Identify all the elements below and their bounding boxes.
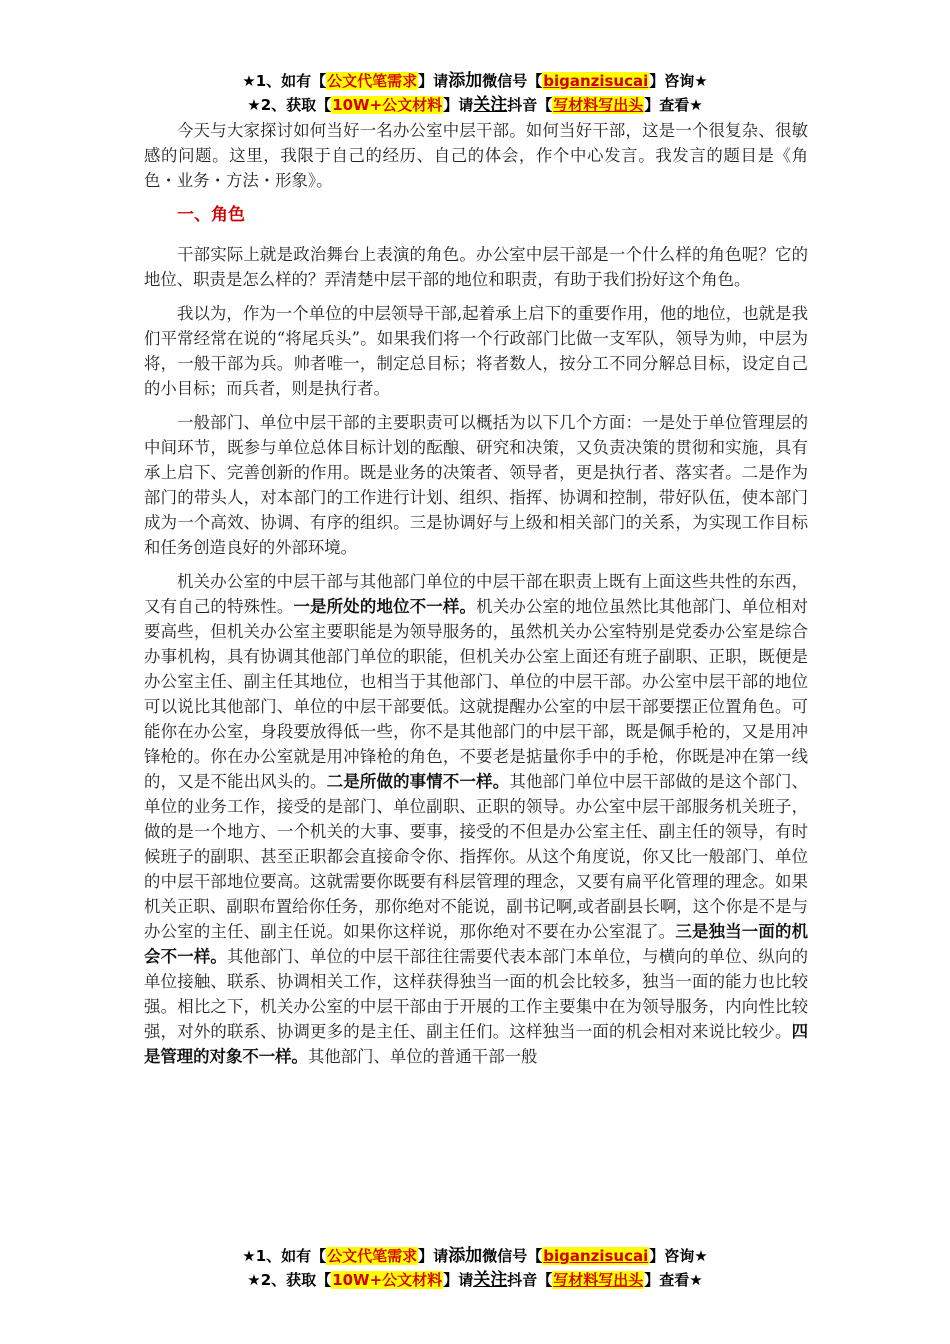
promo-1-emphasis: 添加 [448,71,483,91]
promo-2-suffix: 】查看★ [644,96,703,114]
paragraph-duties: 一般部门、单位中层干部的主要职责可以概括为以下几个方面：一是处于单位管理层的中间环节，既参与单位总体目标计划的酝酿、研究和决策，又负责决策的贯彻和实施，具有承上启下、完善创新的作用。既是业务的决策者、领导者，更是执行者、落实者。二是作为部门的带头人，对本部门的工作进行计划、组织、指挥、协调和控制，带好队伍，使本部门成为一个高效、协调、有序的组织。三是协调好与上级和相关部门的关系，为实现工作目标和任务创造良好的外部环境。 [144,413,808,557]
promo-2-emphasis: 关注 [473,95,508,115]
promo-2-text: 】请 [443,96,474,114]
promo-2-text-2: 抖音【 [507,96,553,114]
promo-2-prefix: ★2、获取【 [247,96,332,114]
point-2-heading: 二是所做的事情不一样。 [326,772,510,791]
paragraph-office-specifics: 机关办公室的中层干部与其他部门单位的中层干部在职责上既有上面这些共性的东西，又有自己的特殊性。一是所处的地位不一样。机关办公室的地位虽然比其他部门、单位相对要高些，但机关办公室主要职能是为领导服务的，虽然机关办公室特别是党委办公室是综合办事机构，具有协调其他部门单位的职能，但机关办公室上面还有班子副职、正职，既便是办公室主任、副主任其地位，也相当于其他部门、单位的中层干部。办公室中层干部的地位可以说比其他部门、单位的中层干部要低。这就提醒办公室的中层干部要摆正位置角色。可能你在办公室，身段要放得低一些，你不是其他部门的中层干部，既是佩手枪的，又是用冲锋枪的。你在办公室就是用冲锋枪的角色，不要老是掂量你手中的手枪，你既是冲在第一线的，又是不能出风头的。二是所做的事情不一样。其他部门单位中层干部做的是这个部门、单位的业务工作，接受的是部门、单位副职、正职的领导。办公室中层干部服务机关班子，做的是一个地方、一个机关的大事、要事，接受的不但是办公室主任、副主任的领导，有时候班子的副职、甚至正职都会直接命令你、指挥你。从这个角度说，你又比一般部门、单位的中层干部地位要高。这就需要你既要有科层管理的理念，又要有扁平化管理的理念。如果机关正职、副职布置给你任务，那你绝对不能说，副书记啊,或者副县长啊，这个你是不是与办公室的主任、副主任说。如果你这样说，那你绝对不要在办公室混了。三是独当一面的机会不一样。其他部门、单位的中层干部往往需要代表本部门本单位，与横向的单位、纵向的单位接触、联系、协调相关工作，这样获得独当一面的机会比较多，独当一面的能力也比较强。相比之下，机关办公室的中层干部由于开展的工作主要集中在为领导服务，内向性比较强，对外的联系、协调更多的是主任、副主任们。这样独当一面的机会相对来说比较少。四是管理的对象不一样。其他部门、单位的普通干部一般 [144,572,809,1066]
intro-paragraph: 今天与大家探讨如何当好一名办公室中层干部。如何当好干部，这是一个很复杂、很敏感的问题。这里，我限于自己的经历、自己的体会，作个中心发言。我发言的题目是《角色・业务・方法・形象》。 [144,121,808,190]
header-promo-banner [0,70,950,118]
point-1-heading: 一是所处的地位不一样。 [293,597,477,616]
section-heading-role: 一、角色 [177,205,245,225]
article-body [144,118,808,1078]
footer-promo-banner [0,1245,950,1293]
promo-1-text: 】请 [418,72,449,90]
footer-promo-line-2: ★2、获取【10W+公文材料】请关注抖音【写材料写出头】查看★ [247,1270,703,1290]
promo-1-prefix: ★1、如有【 [242,72,327,90]
promo-line-2 [0,94,950,118]
promo-line-1 [0,70,950,94]
point-3-heading: 三是独当一面的机会不一样。 [144,922,809,966]
promo-1-suffix: 】咨询★ [649,72,708,90]
promo-1-text-2: 微信号【 [482,72,543,90]
promo-1-highlight-service: 公文代笔需求 [327,72,418,90]
promo-1-wechat-id: biganzisucai [543,72,649,90]
point-4-heading: 四是管理的对象不一样。 [144,1022,808,1066]
promo-2-highlight-materials: 10W+公文材料 [332,96,443,114]
footer-promo-line-1: ★1、如有【公文代笔需求】请添加微信号【biganzisucai】咨询★ [242,1246,708,1266]
paragraph-role-intro: 干部实际上就是政治舞台上表演的角色。办公室中层干部是一个什么样的角色呢？它的地位、职责是怎么样的？弄清楚中层干部的地位和职责，有助于我们扮好这个角色。 [144,245,808,289]
paragraph-position: 我以为，作为一个单位的中层领导干部,起着承上启下的重要作用，他的地位，也就是我们平常经常在说的“将尾兵头”。如果我们将一个行政部门比做一支军队，领导为帅，中层为将，一般干部为兵。帅者唯一，制定总目标；将者数人，按分工不同分解总目标，设定自己的小目标；而兵者，则是执行者。 [144,304,808,398]
promo-2-douyin-id: 写材料写出头 [553,96,644,114]
